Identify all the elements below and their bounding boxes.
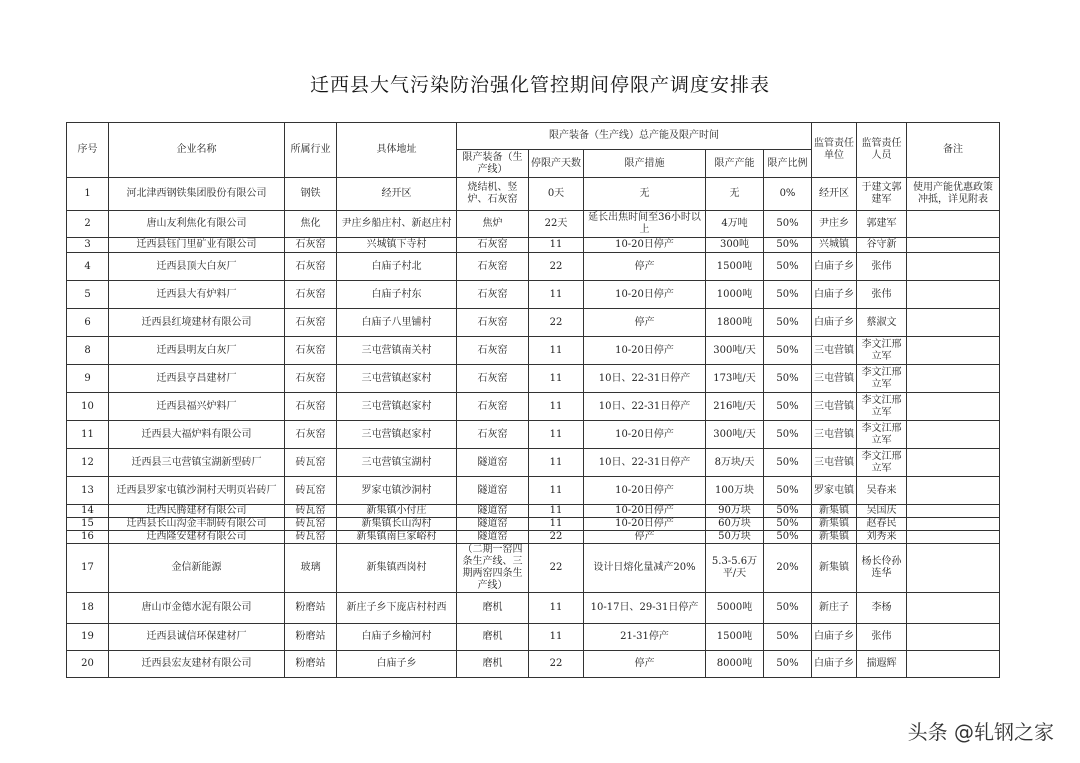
cell-days: 22 — [529, 544, 584, 593]
cell-equipment: 石灰窑 — [457, 253, 529, 281]
cell-remark — [907, 593, 1000, 624]
cell-equipment: 石灰窑 — [457, 393, 529, 421]
cell-company: 迁西县三屯营镇宝湖新型砖厂 — [109, 449, 285, 477]
cell-capacity: 5.3-5.6万平/天 — [706, 544, 764, 593]
header-ratio: 限产比例 — [764, 150, 812, 178]
cell-capacity: 50万块 — [706, 531, 764, 544]
cell-industry: 石灰窑 — [285, 337, 337, 365]
cell-measures: 停产 — [584, 531, 706, 544]
cell-seq: 5 — [67, 281, 109, 309]
table-row — [67, 651, 1000, 678]
cell-unit: 新集镇 — [812, 505, 857, 518]
cell-company: 迁西隆安建材有限公司 — [109, 531, 285, 544]
production-schedule-table — [66, 122, 1000, 678]
cell-days: 11 — [529, 238, 584, 253]
cell-ratio: 50% — [764, 518, 812, 531]
watermark: 头条 @轧钢之家 — [907, 720, 1054, 744]
cell-person: 蔡淑文 — [857, 309, 907, 337]
cell-measures: 10-20日停产 — [584, 281, 706, 309]
cell-remark — [907, 211, 1000, 238]
cell-company: 唐山市金德水泥有限公司 — [109, 593, 285, 624]
cell-seq: 13 — [67, 477, 109, 505]
cell-company: 迁西县亨昌建材厂 — [109, 365, 285, 393]
header-remark: 备注 — [907, 123, 1000, 178]
cell-address: 新集镇南巨家峪村 — [337, 531, 457, 544]
cell-unit: 三屯营镇 — [812, 337, 857, 365]
cell-measures: 10日、22-31日停产 — [584, 365, 706, 393]
cell-address: 白庙子八里铺村 — [337, 309, 457, 337]
cell-days: 22 — [529, 651, 584, 678]
cell-company: 迁西县长山沟金丰制砖有限公司 — [109, 518, 285, 531]
cell-capacity: 1500吨 — [706, 253, 764, 281]
cell-address: 白庙子村北 — [337, 253, 457, 281]
cell-unit: 尹庄乡 — [812, 211, 857, 238]
cell-address: 三屯营镇赵家村 — [337, 421, 457, 449]
cell-measures: 无 — [584, 178, 706, 211]
header-capacity-group: 限产装备（生产线）总产能及限产时间 — [457, 123, 812, 150]
cell-ratio: 50% — [764, 365, 812, 393]
cell-unit: 三屯营镇 — [812, 421, 857, 449]
cell-person: 张伟 — [857, 253, 907, 281]
cell-address: 新集镇长山沟村 — [337, 518, 457, 531]
cell-company: 迁西县红境建材有限公司 — [109, 309, 285, 337]
cell-unit: 兴城镇 — [812, 238, 857, 253]
cell-capacity: 300吨/天 — [706, 421, 764, 449]
cell-seq: 10 — [67, 393, 109, 421]
cell-equipment: 石灰窑 — [457, 238, 529, 253]
cell-address: 白庙子乡 — [337, 651, 457, 678]
header-industry: 所属行业 — [285, 123, 337, 178]
cell-capacity: 1500吨 — [706, 624, 764, 651]
cell-days: 11 — [529, 281, 584, 309]
cell-ratio: 20% — [764, 544, 812, 593]
cell-person: 张伟 — [857, 624, 907, 651]
cell-remark — [907, 544, 1000, 593]
cell-ratio: 50% — [764, 253, 812, 281]
cell-company: 河北津西钢铁集团股份有限公司 — [109, 178, 285, 211]
cell-person: 吴国庆 — [857, 505, 907, 518]
table-row — [67, 238, 1000, 253]
cell-seq: 8 — [67, 337, 109, 365]
cell-measures: 停产 — [584, 651, 706, 678]
cell-capacity: 173吨/天 — [706, 365, 764, 393]
cell-address: 三屯营镇赵家村 — [337, 365, 457, 393]
cell-equipment: （二期一窑四条生产线、三期两窑四条生产线） — [457, 544, 529, 593]
cell-person: 李文江邢立军 — [857, 337, 907, 365]
cell-capacity: 4万吨 — [706, 211, 764, 238]
cell-person: 于建文郭建军 — [857, 178, 907, 211]
cell-equipment: 磨机 — [457, 651, 529, 678]
cell-company: 金信新能源 — [109, 544, 285, 593]
cell-industry: 砖瓦窑 — [285, 477, 337, 505]
cell-seq: 20 — [67, 651, 109, 678]
cell-capacity: 无 — [706, 178, 764, 211]
table-row — [67, 393, 1000, 421]
cell-capacity: 1800吨 — [706, 309, 764, 337]
cell-industry: 石灰窑 — [285, 253, 337, 281]
cell-remark: 使用产能优惠政策冲抵，详见附表 — [907, 178, 1000, 211]
cell-person: 李文江邢立军 — [857, 449, 907, 477]
cell-equipment: 磨机 — [457, 593, 529, 624]
cell-company: 迁西县罗家屯镇沙洞村天明页岩砖厂 — [109, 477, 285, 505]
cell-ratio: 50% — [764, 421, 812, 449]
table-row — [67, 477, 1000, 505]
document-title: 迁西县大气污染防治强化管控期间停限产调度安排表 — [309, 74, 770, 96]
cell-company: 迁西县诚信环保建材厂 — [109, 624, 285, 651]
cell-industry: 石灰窑 — [285, 281, 337, 309]
cell-person: 杨长伶孙连华 — [857, 544, 907, 593]
cell-seq: 18 — [67, 593, 109, 624]
cell-equipment: 石灰窑 — [457, 281, 529, 309]
cell-company: 迁西县明友白灰厂 — [109, 337, 285, 365]
cell-industry: 粉磨站 — [285, 593, 337, 624]
cell-measures: 10日、22-31日停产 — [584, 393, 706, 421]
cell-capacity: 5000吨 — [706, 593, 764, 624]
cell-remark — [907, 238, 1000, 253]
cell-ratio: 50% — [764, 449, 812, 477]
cell-measures: 10-20日停产 — [584, 337, 706, 365]
cell-unit: 新集镇 — [812, 531, 857, 544]
cell-days: 0天 — [529, 178, 584, 211]
cell-unit: 三屯营镇 — [812, 365, 857, 393]
cell-equipment: 隧道窑 — [457, 518, 529, 531]
cell-seq: 17 — [67, 544, 109, 593]
cell-equipment: 隧道窑 — [457, 449, 529, 477]
cell-ratio: 50% — [764, 505, 812, 518]
cell-remark — [907, 253, 1000, 281]
cell-ratio: 50% — [764, 281, 812, 309]
table-row — [67, 518, 1000, 531]
cell-industry: 玻璃 — [285, 544, 337, 593]
cell-company: 迁西县大有炉料厂 — [109, 281, 285, 309]
cell-industry: 焦化 — [285, 211, 337, 238]
cell-person: 郭建军 — [857, 211, 907, 238]
table-row — [67, 624, 1000, 651]
cell-remark — [907, 365, 1000, 393]
cell-address: 白庙子村东 — [337, 281, 457, 309]
cell-days: 11 — [529, 477, 584, 505]
cell-industry: 石灰窑 — [285, 393, 337, 421]
cell-days: 11 — [529, 624, 584, 651]
cell-unit: 经开区 — [812, 178, 857, 211]
header-supervising-person: 监管责任人员 — [857, 123, 907, 178]
cell-person: 揣遐辉 — [857, 651, 907, 678]
cell-industry: 粉磨站 — [285, 651, 337, 678]
header-days: 停限产天数 — [529, 150, 584, 178]
cell-measures: 21-31停产 — [584, 624, 706, 651]
cell-seq: 11 — [67, 421, 109, 449]
cell-person: 李文江邢立军 — [857, 421, 907, 449]
cell-address: 三屯营镇宝湖村 — [337, 449, 457, 477]
cell-days: 11 — [529, 421, 584, 449]
cell-company: 迁西民腾建材有限公司 — [109, 505, 285, 518]
cell-person: 赵春民 — [857, 518, 907, 531]
cell-remark — [907, 281, 1000, 309]
cell-address: 三屯营镇南关村 — [337, 337, 457, 365]
cell-days: 22 — [529, 531, 584, 544]
cell-person: 李文江邢立军 — [857, 365, 907, 393]
cell-equipment: 石灰窑 — [457, 365, 529, 393]
cell-measures: 10-20日停产 — [584, 238, 706, 253]
cell-seq: 6 — [67, 309, 109, 337]
table-row — [67, 281, 1000, 309]
header-address: 具体地址 — [337, 123, 457, 178]
cell-ratio: 50% — [764, 337, 812, 365]
cell-unit: 白庙子乡 — [812, 253, 857, 281]
cell-remark — [907, 393, 1000, 421]
cell-days: 22天 — [529, 211, 584, 238]
cell-days: 11 — [529, 365, 584, 393]
cell-ratio: 0% — [764, 178, 812, 211]
cell-days: 22 — [529, 253, 584, 281]
cell-company: 迁西县顶大白灰厂 — [109, 253, 285, 281]
cell-measures: 停产 — [584, 253, 706, 281]
table-row — [67, 211, 1000, 238]
table-body — [67, 178, 1000, 678]
cell-seq: 15 — [67, 518, 109, 531]
cell-seq: 3 — [67, 238, 109, 253]
cell-capacity: 300吨 — [706, 238, 764, 253]
cell-remark — [907, 505, 1000, 518]
cell-equipment: 隧道窑 — [457, 505, 529, 518]
cell-measures: 延长出焦时间至36小时以上 — [584, 211, 706, 238]
table-row — [67, 309, 1000, 337]
cell-equipment: 烧结机、竖炉、石灰窑 — [457, 178, 529, 211]
cell-industry: 砖瓦窑 — [285, 449, 337, 477]
cell-unit: 新庄子 — [812, 593, 857, 624]
cell-days: 11 — [529, 393, 584, 421]
cell-person: 李杨 — [857, 593, 907, 624]
cell-seq: 19 — [67, 624, 109, 651]
cell-remark — [907, 477, 1000, 505]
table-row — [67, 449, 1000, 477]
cell-measures: 10日、22-31日停产 — [584, 449, 706, 477]
cell-days: 11 — [529, 337, 584, 365]
table-row — [67, 365, 1000, 393]
cell-industry: 石灰窑 — [285, 365, 337, 393]
cell-address: 兴城镇下寺村 — [337, 238, 457, 253]
cell-unit: 罗家屯镇 — [812, 477, 857, 505]
cell-capacity: 90万块 — [706, 505, 764, 518]
cell-remark — [907, 449, 1000, 477]
cell-ratio: 50% — [764, 531, 812, 544]
cell-measures: 设计日熔化量减产20% — [584, 544, 706, 593]
cell-equipment: 焦炉 — [457, 211, 529, 238]
cell-seq: 9 — [67, 365, 109, 393]
cell-capacity: 100万块 — [706, 477, 764, 505]
cell-industry: 砖瓦窑 — [285, 531, 337, 544]
cell-capacity: 8万块/天 — [706, 449, 764, 477]
cell-ratio: 50% — [764, 393, 812, 421]
table-row — [67, 421, 1000, 449]
cell-seq: 4 — [67, 253, 109, 281]
cell-seq: 16 — [67, 531, 109, 544]
cell-measures: 10-17日、29-31日停产 — [584, 593, 706, 624]
cell-address: 新集镇西岗村 — [337, 544, 457, 593]
table-row — [67, 593, 1000, 624]
cell-industry: 石灰窑 — [285, 421, 337, 449]
cell-address: 新庄子乡下庞店村村西 — [337, 593, 457, 624]
cell-company: 迁西县福兴炉料厂 — [109, 393, 285, 421]
header-seq: 序号 — [67, 123, 109, 178]
cell-remark — [907, 421, 1000, 449]
cell-address: 罗家屯镇沙洞村 — [337, 477, 457, 505]
cell-ratio: 50% — [764, 651, 812, 678]
cell-days: 22 — [529, 309, 584, 337]
header-equipment: 限产装备（生产线） — [457, 150, 529, 178]
table-row — [67, 505, 1000, 518]
cell-days: 11 — [529, 449, 584, 477]
cell-equipment: 隧道窑 — [457, 531, 529, 544]
cell-measures: 10-20日停产 — [584, 421, 706, 449]
cell-capacity: 8000吨 — [706, 651, 764, 678]
cell-unit: 白庙子乡 — [812, 281, 857, 309]
cell-industry: 砖瓦窑 — [285, 505, 337, 518]
table-row — [67, 337, 1000, 365]
cell-person: 吴春来 — [857, 477, 907, 505]
cell-industry: 砖瓦窑 — [285, 518, 337, 531]
table-row — [67, 253, 1000, 281]
cell-ratio: 50% — [764, 624, 812, 651]
cell-equipment: 石灰窑 — [457, 309, 529, 337]
cell-remark — [907, 531, 1000, 544]
table-row — [67, 531, 1000, 544]
cell-equipment: 磨机 — [457, 624, 529, 651]
cell-company: 迁西县大福炉料有限公司 — [109, 421, 285, 449]
header-company: 企业名称 — [109, 123, 285, 178]
cell-capacity: 1000吨 — [706, 281, 764, 309]
cell-person: 刘秀来 — [857, 531, 907, 544]
cell-ratio: 50% — [764, 238, 812, 253]
cell-measures: 10-20日停产 — [584, 505, 706, 518]
table-row — [67, 544, 1000, 593]
cell-ratio: 50% — [764, 593, 812, 624]
cell-unit: 三屯营镇 — [812, 449, 857, 477]
cell-industry: 粉磨站 — [285, 624, 337, 651]
cell-measures: 10-20日停产 — [584, 518, 706, 531]
cell-address: 经开区 — [337, 178, 457, 211]
cell-seq: 2 — [67, 211, 109, 238]
cell-capacity: 60万块 — [706, 518, 764, 531]
cell-remark — [907, 624, 1000, 651]
cell-remark — [907, 518, 1000, 531]
header-measures: 限产措施 — [584, 150, 706, 178]
header-capacity: 限产产能 — [706, 150, 764, 178]
cell-person: 谷守新 — [857, 238, 907, 253]
cell-capacity: 300吨/天 — [706, 337, 764, 365]
cell-remark — [907, 309, 1000, 337]
cell-ratio: 50% — [764, 477, 812, 505]
cell-seq: 1 — [67, 178, 109, 211]
cell-days: 11 — [529, 518, 584, 531]
cell-remark — [907, 651, 1000, 678]
cell-address: 新集镇小付庄 — [337, 505, 457, 518]
header-supervising-unit: 监管责任单位 — [812, 123, 857, 178]
cell-unit: 白庙子乡 — [812, 651, 857, 678]
cell-address: 三屯营镇赵家村 — [337, 393, 457, 421]
cell-unit: 白庙子乡 — [812, 309, 857, 337]
cell-industry: 石灰窑 — [285, 309, 337, 337]
cell-unit: 三屯营镇 — [812, 393, 857, 421]
cell-unit: 白庙子乡 — [812, 624, 857, 651]
cell-capacity: 216吨/天 — [706, 393, 764, 421]
cell-equipment: 石灰窑 — [457, 421, 529, 449]
cell-ratio: 50% — [764, 211, 812, 238]
cell-company: 迁西县宏友建材有限公司 — [109, 651, 285, 678]
cell-company: 迁西县钰门里矿业有限公司 — [109, 238, 285, 253]
cell-unit: 新集镇 — [812, 544, 857, 593]
cell-industry: 石灰窑 — [285, 238, 337, 253]
table-row — [67, 178, 1000, 211]
cell-address: 白庙子乡榆河村 — [337, 624, 457, 651]
cell-measures: 停产 — [584, 309, 706, 337]
cell-measures: 10-20日停产 — [584, 477, 706, 505]
cell-days: 11 — [529, 505, 584, 518]
cell-person: 张伟 — [857, 281, 907, 309]
cell-days: 11 — [529, 593, 584, 624]
cell-address: 尹庄乡船庄村、新赵庄村 — [337, 211, 457, 238]
cell-seq: 12 — [67, 449, 109, 477]
cell-seq: 14 — [67, 505, 109, 518]
cell-ratio: 50% — [764, 309, 812, 337]
cell-equipment: 石灰窑 — [457, 337, 529, 365]
cell-company: 唐山友利焦化有限公司 — [109, 211, 285, 238]
cell-industry: 钢铁 — [285, 178, 337, 211]
cell-remark — [907, 337, 1000, 365]
cell-equipment: 隧道窑 — [457, 477, 529, 505]
cell-person: 李文江邢立军 — [857, 393, 907, 421]
cell-unit: 新集镇 — [812, 518, 857, 531]
